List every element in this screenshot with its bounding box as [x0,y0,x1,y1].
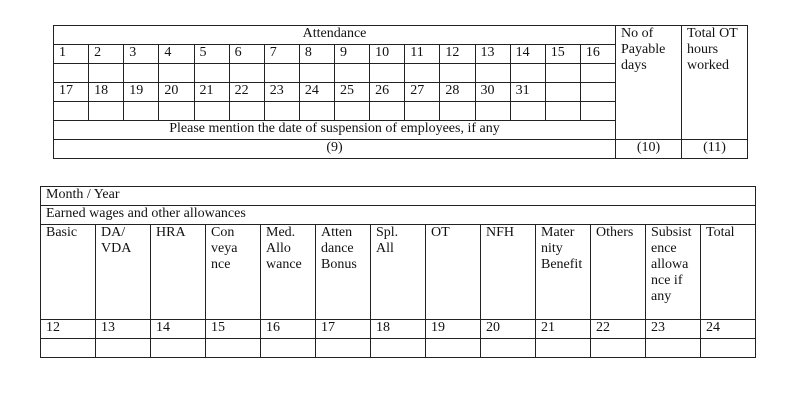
wage-column-header [591,225,646,320]
wage-entry-cell [426,339,481,358]
header-text: Benefit [541,257,583,272]
wage-header-row [41,225,756,320]
wage-column-number: 15 [206,320,261,339]
wage-column-number: 22 [591,320,646,339]
earned-wages-label: Earned wages and other allowances [41,206,756,225]
wage-column-number: 21 [536,320,591,339]
header-text: veya [211,241,238,256]
attendance-entry-cell [405,102,440,121]
attendance-entry-cell [370,102,405,121]
day-cell: 19 [124,83,159,102]
wage-column-number: 12 [41,320,96,339]
wage-column-header [41,225,96,320]
attendance-title: Attendance [54,26,616,45]
wage-column-header [151,225,206,320]
wage-column-number: 23 [646,320,701,339]
header-text: Basic [46,225,78,240]
wages-table [40,186,756,358]
day-cell: 3 [124,45,159,64]
day-cell: 8 [299,45,334,64]
attendance-entry-cell [475,102,510,121]
day-cell: 11 [405,45,440,64]
payable-days-header: No of Payable days [616,26,682,140]
attendance-entry-cell [124,102,159,121]
wage-entry-cell [646,339,701,358]
col-number-payable: (10) [616,140,682,159]
day-cell: 12 [440,45,475,64]
blank-row [41,339,756,358]
attendance-entry-cell [264,102,299,121]
wage-column-header [701,225,756,320]
attendance-entry-cell [440,102,475,121]
attendance-entry-cell [440,64,475,83]
day-cell: 6 [229,45,264,64]
day-cell: 21 [194,83,229,102]
day-cell: 13 [475,45,510,64]
day-cell: 1 [54,45,89,64]
header-text: nity [541,241,563,256]
header-text: Total [706,225,735,240]
wage-column-number: 18 [371,320,426,339]
attendance-entry-cell [264,64,299,83]
month-year-label: Month / Year [41,187,756,206]
day-cell: 10 [370,45,405,64]
ot-hours-header: Total OT hours worked [682,26,748,140]
suspension-note: Please mention the date of suspension of employees, if any [54,121,616,140]
header-text: allowa [651,257,689,272]
header-text: any [651,289,672,304]
day-cell-empty [580,83,615,102]
wage-column-number: 20 [481,320,536,339]
header-text: Atten [321,225,353,240]
day-cell: 26 [370,83,405,102]
attendance-entry-cell [370,64,405,83]
header-text: All [376,241,394,256]
day-cell: 22 [229,83,264,102]
attendance-entry-cell [510,102,545,121]
header-text: Con [211,225,235,240]
wage-entry-cell [151,339,206,358]
day-cell: 20 [159,83,194,102]
attendance-entry-cell [159,102,194,121]
attendance-entry-cell [229,102,264,121]
attendance-table [53,25,748,159]
attendance-entry-cell [89,64,124,83]
wage-entry-cell [316,339,371,358]
header-text: nce [211,257,231,272]
header-text: Others [596,225,634,240]
wage-entry-cell [591,339,646,358]
header-text: OT [431,225,450,240]
header-text: DA/ [101,225,126,240]
attendance-entry-cell [405,64,440,83]
day-cell: 24 [299,83,334,102]
header-text: VDA [101,241,132,256]
attendance-entry-cell [124,64,159,83]
attendance-entry-cell [510,64,545,83]
attendance-entry-cell [335,102,370,121]
wage-entry-cell [41,339,96,358]
header-text: Spl. [376,225,399,240]
wage-column-header [316,225,371,320]
day-cell: 4 [159,45,194,64]
wage-column-header [261,225,316,320]
day-cell: 9 [335,45,370,64]
wage-column-header [371,225,426,320]
day-cell: 27 [405,83,440,102]
header-text: dance [321,241,354,256]
header-text: wance [266,257,302,272]
header-text: Subsist [651,225,692,240]
attendance-entry-cell [229,64,264,83]
attendance-entry-cell [54,64,89,83]
day-cell: 25 [335,83,370,102]
header-text: HRA [156,225,186,240]
wage-entry-cell [701,339,756,358]
attendance-entry-cell [580,64,615,83]
wage-entry-cell [481,339,536,358]
wage-column-header [481,225,536,320]
attendance-entry-cell [335,64,370,83]
col-number-ot: (11) [682,140,748,159]
day-cell: 17 [54,83,89,102]
header-text: Bonus [321,257,357,272]
day-cell-empty [545,83,580,102]
day-cell: 30 [475,83,510,102]
header-text: Mater [541,225,575,240]
wage-column-header [646,225,701,320]
attendance-entry-cell [580,102,615,121]
attendance-entry-cell [299,102,334,121]
day-cell: 16 [580,45,615,64]
wage-column-number: 14 [151,320,206,339]
attendance-entry-cell [545,64,580,83]
day-cell: 23 [264,83,299,102]
day-cell: 31 [510,83,545,102]
wage-entry-cell [96,339,151,358]
attendance-entry-cell [545,102,580,121]
wage-entry-cell [371,339,426,358]
attendance-entry-cell [194,102,229,121]
wage-entry-cell [261,339,316,358]
day-cell: 5 [194,45,229,64]
attendance-entry-cell [159,64,194,83]
header-text: ence [651,241,677,256]
attendance-entry-cell [54,102,89,121]
day-cell: 7 [264,45,299,64]
wage-entry-cell [536,339,591,358]
attendance-entry-cell [89,102,124,121]
day-cell: 18 [89,83,124,102]
day-cell: 15 [545,45,580,64]
wage-column-header [206,225,261,320]
header-text: nce if [651,273,683,288]
wage-column-header [96,225,151,320]
wage-column-header [426,225,481,320]
wage-column-header [536,225,591,320]
attendance-entry-cell [194,64,229,83]
day-cell: 28 [440,83,475,102]
day-cell: 2 [89,45,124,64]
wage-number-row [41,320,756,339]
header-text: Med. [266,225,296,240]
wage-entry-cell [206,339,261,358]
header-text: Allo [266,241,291,256]
attendance-entry-cell [475,64,510,83]
wage-column-number: 17 [316,320,371,339]
attendance-entry-cell [299,64,334,83]
col-number-attendance: (9) [54,140,616,159]
wage-column-number: 24 [701,320,756,339]
wage-column-number: 16 [261,320,316,339]
wage-column-number: 13 [96,320,151,339]
header-text: NFH [486,225,515,240]
wage-column-number: 19 [426,320,481,339]
day-cell: 14 [510,45,545,64]
